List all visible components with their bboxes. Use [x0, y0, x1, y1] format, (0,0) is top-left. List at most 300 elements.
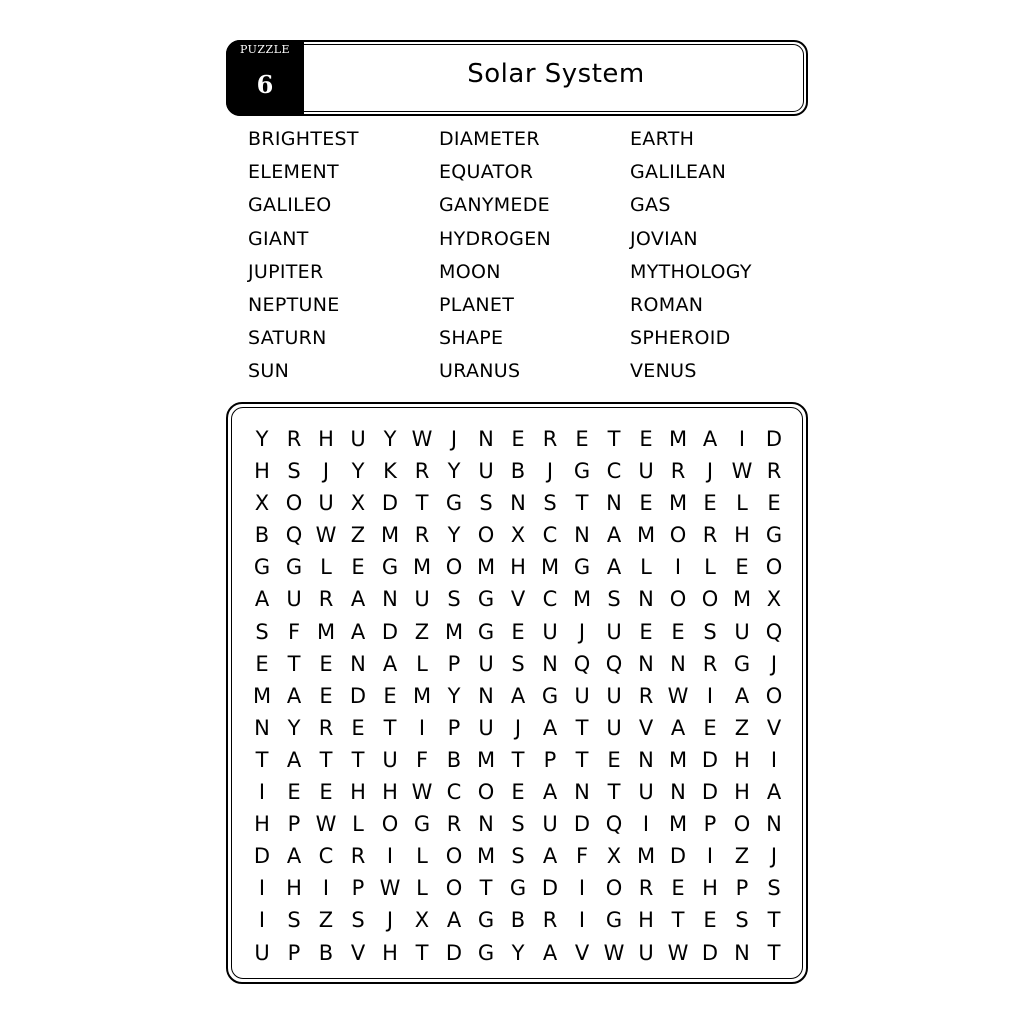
grid-letter-cell[interactable]: X — [766, 587, 782, 612]
grid-letter-cell[interactable]: N — [542, 651, 558, 676]
grid-letter-cell[interactable]: Q — [605, 651, 623, 676]
grid-letter-cell[interactable]: I — [418, 715, 426, 740]
grid-letter-cell[interactable]: L — [352, 812, 364, 837]
grid-letter-cell[interactable]: O — [701, 587, 719, 612]
grid-letter-cell[interactable]: T — [319, 747, 333, 772]
grid-letter-cell[interactable]: V — [510, 587, 526, 612]
grid-letter-cell[interactable]: T — [607, 427, 621, 451]
grid-letter-cell[interactable]: D — [669, 844, 687, 869]
grid-letter-cell[interactable]: V — [350, 940, 366, 965]
grid-letter-cell[interactable]: S — [287, 908, 301, 933]
grid-letter-cell[interactable]: M — [316, 619, 336, 644]
grid-letter-cell[interactable]: T — [767, 908, 781, 933]
grid-letter-cell[interactable]: A — [606, 523, 622, 548]
grid-letter-cell[interactable]: U — [478, 715, 494, 740]
grid-letter-cell[interactable]: K — [383, 459, 397, 484]
grid-letter-cell[interactable]: J — [546, 459, 554, 484]
letter-grid[interactable] — [246, 423, 790, 969]
word-list-item: JUPITER — [248, 260, 324, 283]
grid-letter-cell[interactable]: V — [638, 715, 654, 740]
grid-letter-cell[interactable]: H — [734, 523, 750, 548]
grid-letter-cell[interactable]: G — [509, 876, 527, 901]
grid-letter-cell[interactable]: I — [706, 844, 714, 869]
grid-letter-cell[interactable]: J — [386, 908, 394, 933]
word-list-item: GALILEO — [248, 194, 332, 217]
grid-letter-cell[interactable]: U — [478, 459, 494, 484]
grid-letter-cell[interactable]: N — [510, 491, 526, 516]
grid-letter-cell[interactable]: N — [574, 780, 590, 805]
grid-letter-cell[interactable]: L — [416, 844, 428, 869]
grid-letter-cell[interactable]: E — [319, 780, 333, 805]
word-list-item: ELEMENT — [248, 161, 339, 184]
grid-letter-cell[interactable]: H — [318, 427, 334, 451]
grid-letter-cell[interactable]: H — [734, 747, 750, 772]
grid-letter-cell[interactable]: T — [575, 747, 589, 772]
grid-letter-cell[interactable]: E — [575, 427, 589, 451]
grid-letter-cell[interactable]: I — [706, 683, 714, 708]
grid-letter-cell[interactable]: R — [542, 427, 558, 451]
grid-letter-cell[interactable]: Z — [350, 523, 366, 548]
grid-letter-cell[interactable]: S — [351, 908, 365, 933]
grid-letter-cell[interactable]: C — [542, 587, 558, 612]
grid-letter-cell[interactable]: E — [351, 715, 365, 740]
grid-letter-cell[interactable]: S — [287, 459, 301, 484]
grid-letter-cell[interactable]: U — [286, 587, 302, 612]
grid-letter-cell[interactable]: R — [766, 459, 782, 484]
grid-letter-cell[interactable]: T — [351, 747, 365, 772]
word-list-item: JOVIAN — [630, 227, 698, 250]
grid-letter-cell[interactable]: S — [511, 812, 525, 837]
word-list-item: SPHEROID — [630, 327, 731, 350]
puzzle-number-tab — [226, 40, 304, 116]
grid-letter-cell[interactable]: I — [258, 876, 266, 901]
grid-letter-cell[interactable]: O — [765, 683, 783, 708]
grid-letter-cell[interactable]: C — [606, 459, 622, 484]
grid-letter-cell[interactable]: H — [702, 876, 718, 901]
grid-letter-cell[interactable]: U — [606, 619, 622, 644]
grid-letter-cell[interactable]: U — [318, 491, 334, 516]
grid-letter-cell[interactable]: N — [638, 587, 654, 612]
grid-letter-cell[interactable]: T — [479, 876, 493, 901]
grid-letter-cell[interactable]: R — [638, 683, 654, 708]
grid-letter-cell[interactable]: D — [381, 619, 399, 644]
grid-letter-cell[interactable]: A — [286, 747, 302, 772]
grid-letter-cell[interactable]: U — [734, 619, 750, 644]
grid-letter-cell[interactable]: B — [254, 523, 270, 548]
grid-letter-cell[interactable]: D — [349, 683, 367, 708]
grid-letter-cell[interactable]: H — [638, 908, 654, 933]
grid-letter-cell[interactable]: T — [511, 747, 525, 772]
grid-letter-cell[interactable]: E — [703, 715, 717, 740]
grid-letter-cell[interactable]: I — [578, 876, 586, 901]
grid-letter-cell[interactable]: U — [478, 651, 494, 676]
grid-letter-cell[interactable]: M — [668, 491, 688, 516]
grid-letter-cell[interactable]: O — [669, 523, 687, 548]
grid-letter-cell[interactable]: H — [382, 780, 398, 805]
grid-letter-cell[interactable]: P — [287, 940, 301, 965]
grid-letter-cell[interactable]: D — [253, 844, 271, 869]
grid-letter-cell[interactable]: N — [478, 683, 494, 708]
grid-letter-cell[interactable]: U — [350, 427, 366, 451]
grid-letter-cell[interactable]: W — [603, 940, 625, 965]
grid-letter-cell[interactable]: H — [254, 812, 270, 837]
word-list-item: MYTHOLOGY — [630, 260, 752, 283]
grid-letter-cell[interactable]: O — [381, 812, 399, 837]
grid-letter-cell[interactable]: L — [640, 555, 652, 580]
grid-letter-cell[interactable]: V — [766, 715, 782, 740]
grid-letter-cell[interactable]: I — [770, 747, 778, 772]
grid-letter-cell[interactable]: A — [542, 780, 558, 805]
grid-letter-cell[interactable]: U — [638, 780, 654, 805]
grid-letter-cell[interactable]: B — [446, 747, 462, 772]
grid-letter-cell[interactable]: R — [414, 523, 430, 548]
grid-letter-cell[interactable]: L — [704, 555, 716, 580]
grid-letter-cell[interactable]: A — [446, 908, 462, 933]
grid-letter-cell[interactable]: M — [636, 523, 656, 548]
grid-letter-cell[interactable]: N — [254, 715, 270, 740]
grid-letter-cell[interactable]: B — [510, 459, 526, 484]
grid-letter-cell[interactable]: C — [318, 844, 334, 869]
grid-letter-cell[interactable]: G — [573, 459, 591, 484]
grid-letter-cell[interactable]: X — [606, 844, 622, 869]
grid-letter-cell[interactable]: Y — [351, 459, 365, 484]
grid-letter-cell[interactable]: U — [254, 940, 270, 965]
grid-letter-cell[interactable]: W — [315, 523, 337, 548]
grid-letter-cell[interactable]: A — [542, 715, 558, 740]
grid-letter-cell[interactable]: Q — [605, 812, 623, 837]
grid-letter-cell[interactable]: E — [703, 491, 717, 516]
grid-letter-cell[interactable]: O — [445, 844, 463, 869]
grid-letter-cell[interactable]: M — [668, 812, 688, 837]
grid-letter-cell[interactable]: C — [542, 523, 558, 548]
grid-letter-cell[interactable]: M — [572, 587, 592, 612]
grid-letter-cell[interactable]: U — [574, 683, 590, 708]
grid-letter-cell[interactable]: G — [413, 812, 431, 837]
grid-letter-cell[interactable]: E — [319, 683, 333, 708]
grid-letter-cell[interactable]: G — [381, 555, 399, 580]
grid-letter-cell[interactable]: J — [770, 651, 778, 676]
grid-letter-cell[interactable]: Q — [285, 523, 303, 548]
grid-letter-cell[interactable]: J — [706, 459, 714, 484]
grid-letter-cell[interactable]: N — [670, 651, 686, 676]
grid-letter-cell[interactable]: M — [540, 555, 560, 580]
grid-letter-cell[interactable]: T — [607, 780, 621, 805]
grid-letter-cell[interactable]: F — [415, 747, 429, 772]
grid-letter-cell[interactable]: A — [382, 651, 398, 676]
grid-letter-cell[interactable]: J — [770, 844, 778, 869]
grid-letter-cell[interactable]: H — [254, 459, 270, 484]
grid-letter-cell[interactable]: S — [767, 876, 781, 901]
grid-letter-cell[interactable]: Z — [318, 908, 334, 933]
grid-letter-cell[interactable]: H — [350, 780, 366, 805]
grid-letter-cell[interactable]: R — [318, 715, 334, 740]
grid-letter-cell[interactable]: D — [701, 747, 719, 772]
grid-letter-cell[interactable]: Q — [573, 651, 591, 676]
grid-letter-cell[interactable]: E — [511, 427, 525, 451]
grid-letter-cell[interactable]: A — [670, 715, 686, 740]
grid-letter-cell[interactable]: P — [543, 747, 557, 772]
grid-letter-cell[interactable]: T — [671, 908, 685, 933]
grid-letter-cell[interactable]: I — [738, 427, 746, 451]
grid-letter-cell[interactable]: G — [285, 555, 303, 580]
grid-letter-cell[interactable]: O — [477, 523, 495, 548]
grid-letter-cell[interactable]: F — [287, 619, 301, 644]
grid-letter-cell[interactable]: P — [447, 651, 461, 676]
grid-letter-cell[interactable]: G — [605, 908, 623, 933]
grid-letter-cell[interactable]: O — [445, 555, 463, 580]
grid-letter-cell[interactable]: Z — [734, 844, 750, 869]
grid-letter-cell[interactable]: B — [510, 908, 526, 933]
grid-letter-cell[interactable]: W — [667, 940, 689, 965]
grid-letter-cell[interactable]: R — [414, 459, 430, 484]
grid-letter-cell[interactable]: J — [514, 715, 522, 740]
grid-letter-cell[interactable]: B — [318, 940, 334, 965]
grid-letter-cell[interactable]: N — [350, 651, 366, 676]
grid-letter-cell[interactable]: Y — [383, 427, 397, 451]
grid-letter-cell[interactable]: I — [258, 780, 266, 805]
grid-letter-cell[interactable]: E — [735, 555, 749, 580]
grid-letter-cell[interactable]: N — [638, 651, 654, 676]
grid-letter-cell[interactable]: H — [510, 555, 526, 580]
grid-letter-cell[interactable]: M — [476, 844, 496, 869]
grid-letter-cell[interactable]: S — [703, 619, 717, 644]
grid-letter-cell[interactable]: U — [606, 683, 622, 708]
grid-letter-cell[interactable]: X — [350, 491, 366, 516]
grid-letter-cell[interactable]: D — [573, 812, 591, 837]
grid-letter-cell[interactable]: R — [702, 523, 718, 548]
grid-letter-cell[interactable]: Y — [447, 683, 461, 708]
grid-letter-cell[interactable]: R — [318, 587, 334, 612]
grid-letter-cell[interactable]: G — [765, 523, 783, 548]
grid-letter-cell[interactable]: U — [382, 747, 398, 772]
grid-letter-cell[interactable]: N — [606, 491, 622, 516]
grid-letter-cell[interactable]: S — [607, 587, 621, 612]
grid-letter-cell[interactable]: W — [667, 683, 689, 708]
grid-letter-cell[interactable]: O — [669, 587, 687, 612]
grid-letter-cell[interactable]: A — [350, 619, 366, 644]
grid-letter-cell[interactable]: T — [415, 491, 429, 516]
grid-letter-cell[interactable]: M — [732, 587, 752, 612]
grid-letter-cell[interactable]: U — [638, 459, 654, 484]
grid-letter-cell[interactable]: M — [444, 619, 464, 644]
grid-letter-cell[interactable]: E — [319, 651, 333, 676]
grid-letter-cell[interactable]: S — [479, 491, 493, 516]
grid-letter-cell[interactable]: S — [447, 587, 461, 612]
grid-letter-cell[interactable]: R — [350, 844, 366, 869]
grid-letter-cell[interactable]: U — [542, 812, 558, 837]
grid-letter-cell[interactable]: Y — [287, 715, 301, 740]
grid-letter-cell[interactable]: H — [734, 780, 750, 805]
grid-letter-cell[interactable]: I — [674, 555, 682, 580]
grid-letter-cell[interactable]: E — [639, 619, 653, 644]
grid-letter-cell[interactable]: M — [668, 427, 688, 451]
word-list-item: VENUS — [630, 360, 697, 383]
grid-letter-cell[interactable]: U — [542, 619, 558, 644]
grid-letter-cell[interactable]: N — [734, 940, 750, 965]
grid-letter-cell[interactable]: E — [639, 427, 653, 451]
grid-letter-cell[interactable]: E — [639, 491, 653, 516]
grid-letter-cell[interactable]: M — [380, 523, 400, 548]
grid-letter-cell[interactable]: Y — [255, 427, 269, 451]
grid-letter-cell[interactable]: W — [315, 812, 337, 837]
grid-letter-cell[interactable]: X — [510, 523, 526, 548]
grid-letter-cell[interactable]: A — [766, 780, 782, 805]
grid-letter-cell[interactable]: U — [606, 715, 622, 740]
grid-letter-cell[interactable]: G — [477, 587, 495, 612]
grid-letter-cell[interactable]: J — [578, 619, 586, 644]
grid-letter-cell[interactable]: D — [541, 876, 559, 901]
grid-letter-cell[interactable]: E — [287, 780, 301, 805]
grid-letter-cell[interactable]: A — [350, 587, 366, 612]
grid-letter-cell[interactable]: G — [477, 908, 495, 933]
grid-letter-cell[interactable]: Y — [511, 940, 525, 965]
grid-letter-cell[interactable]: Z — [734, 715, 750, 740]
grid-letter-cell[interactable]: G — [477, 619, 495, 644]
grid-letter-cell[interactable]: E — [671, 876, 685, 901]
grid-letter-cell[interactable]: H — [286, 876, 302, 901]
word-list-item: GIANT — [248, 227, 309, 250]
grid-letter-cell[interactable]: T — [415, 940, 429, 965]
grid-letter-cell[interactable]: G — [477, 940, 495, 965]
grid-letter-cell[interactable]: G — [541, 683, 559, 708]
grid-letter-cell[interactable]: A — [254, 587, 270, 612]
grid-letter-cell[interactable]: I — [322, 876, 330, 901]
grid-letter-cell[interactable]: Y — [447, 459, 461, 484]
grid-letter-cell[interactable]: E — [671, 619, 685, 644]
grid-letter-cell[interactable]: O — [285, 491, 303, 516]
grid-letter-cell[interactable]: R — [286, 427, 302, 451]
grid-letter-cell[interactable]: A — [542, 844, 558, 869]
grid-letter-cell[interactable]: R — [638, 876, 654, 901]
grid-letter-cell[interactable]: E — [255, 651, 269, 676]
grid-letter-cell[interactable]: G — [573, 555, 591, 580]
grid-letter-cell[interactable]: N — [766, 812, 782, 837]
grid-letter-cell[interactable]: P — [447, 715, 461, 740]
grid-letter-cell[interactable]: N — [478, 427, 494, 451]
grid-letter-cell[interactable]: M — [636, 844, 656, 869]
grid-letter-cell[interactable]: M — [476, 555, 496, 580]
grid-letter-cell[interactable]: N — [382, 587, 398, 612]
grid-letter-cell[interactable]: C — [446, 780, 462, 805]
grid-letter-cell[interactable]: A — [286, 683, 302, 708]
word-list-item: SUN — [248, 360, 290, 383]
grid-letter-cell[interactable]: T — [575, 491, 589, 516]
grid-letter-cell[interactable]: T — [767, 940, 781, 965]
grid-letter-cell[interactable]: W — [731, 459, 753, 484]
grid-letter-cell[interactable]: J — [322, 459, 330, 484]
grid-letter-cell[interactable]: E — [767, 491, 781, 516]
grid-letter-cell[interactable]: L — [416, 651, 428, 676]
grid-letter-cell[interactable]: S — [255, 619, 269, 644]
grid-letter-cell[interactable]: I — [642, 812, 650, 837]
grid-letter-cell[interactable]: F — [575, 844, 589, 869]
grid-letter-cell[interactable]: M — [668, 747, 688, 772]
grid-letter-cell[interactable]: L — [416, 876, 428, 901]
grid-letter-cell[interactable]: N — [478, 812, 494, 837]
grid-letter-cell[interactable]: Z — [414, 619, 430, 644]
grid-letter-cell[interactable]: X — [414, 908, 430, 933]
grid-letter-cell[interactable]: A — [510, 683, 526, 708]
grid-letter-cell[interactable]: E — [383, 683, 397, 708]
grid-letter-cell[interactable]: S — [511, 844, 525, 869]
grid-letter-cell[interactable]: D — [701, 940, 719, 965]
grid-letter-cell[interactable]: T — [575, 715, 589, 740]
grid-letter-cell[interactable]: L — [736, 491, 748, 516]
grid-letter-cell[interactable]: N — [638, 747, 654, 772]
grid-letter-cell[interactable]: W — [411, 780, 433, 805]
grid-letter-cell[interactable]: I — [386, 844, 394, 869]
grid-letter-cell[interactable]: D — [445, 940, 463, 965]
grid-letter-cell[interactable]: G — [733, 651, 751, 676]
grid-letter-cell[interactable]: J — [450, 427, 458, 451]
grid-letter-cell[interactable]: W — [411, 427, 433, 451]
grid-letter-cell[interactable]: V — [574, 940, 590, 965]
grid-letter-cell[interactable]: P — [351, 876, 365, 901]
grid-letter-cell[interactable]: P — [287, 812, 301, 837]
grid-letter-cell[interactable]: U — [414, 587, 430, 612]
grid-letter-cell[interactable]: O — [477, 780, 495, 805]
grid-letter-cell[interactable]: L — [320, 555, 332, 580]
grid-letter-cell[interactable]: D — [381, 491, 399, 516]
grid-letter-cell[interactable]: D — [765, 427, 783, 451]
grid-letter-cell[interactable]: I — [258, 908, 266, 933]
grid-letter-cell[interactable]: M — [412, 555, 432, 580]
grid-letter-cell[interactable]: R — [542, 908, 558, 933]
grid-letter-cell[interactable]: T — [255, 747, 269, 772]
grid-letter-cell[interactable]: S — [511, 651, 525, 676]
grid-letter-cell[interactable]: A — [286, 844, 302, 869]
grid-letter-cell[interactable]: D — [701, 780, 719, 805]
grid-letter-cell[interactable]: R — [702, 651, 718, 676]
grid-letter-cell[interactable]: G — [445, 491, 463, 516]
grid-letter-cell[interactable]: Y — [447, 523, 461, 548]
grid-letter-cell[interactable]: N — [574, 523, 590, 548]
grid-letter-cell[interactable]: E — [607, 747, 621, 772]
grid-letter-cell[interactable]: H — [382, 940, 398, 965]
grid-letter-cell[interactable]: O — [765, 555, 783, 580]
grid-letter-cell[interactable]: R — [446, 812, 462, 837]
grid-letter-cell[interactable]: A — [542, 940, 558, 965]
grid-letter-cell[interactable]: A — [702, 427, 718, 451]
grid-letter-cell[interactable]: P — [703, 812, 717, 837]
grid-letter-cell[interactable]: T — [383, 715, 397, 740]
grid-letter-cell[interactable]: A — [606, 555, 622, 580]
grid-letter-cell[interactable]: T — [287, 651, 301, 676]
grid-letter-cell[interactable]: S — [543, 491, 557, 516]
grid-letter-cell[interactable]: M — [252, 683, 272, 708]
grid-letter-cell[interactable]: I — [578, 908, 586, 933]
grid-letter-cell[interactable]: Q — [765, 619, 783, 644]
grid-letter-cell[interactable]: E — [351, 555, 365, 580]
grid-letter-cell[interactable]: R — [670, 459, 686, 484]
grid-letter-cell[interactable]: A — [734, 683, 750, 708]
grid-letter-cell[interactable]: M — [476, 747, 496, 772]
grid-letter-cell[interactable]: U — [638, 940, 654, 965]
grid-letter-cell[interactable]: O — [733, 812, 751, 837]
grid-letter-cell[interactable]: G — [253, 555, 271, 580]
grid-letter-cell[interactable]: M — [412, 683, 432, 708]
grid-letter-cell[interactable]: N — [670, 780, 686, 805]
grid-letter-cell[interactable]: O — [445, 876, 463, 901]
grid-letter-cell[interactable]: W — [379, 876, 401, 901]
grid-letter-cell[interactable]: O — [605, 876, 623, 901]
grid-letter-cell[interactable]: E — [511, 619, 525, 644]
grid-letter-cell[interactable]: S — [735, 908, 749, 933]
grid-letter-cell[interactable]: X — [254, 491, 270, 516]
grid-letter-cell[interactable]: P — [735, 876, 749, 901]
grid-letter-cell[interactable]: E — [511, 780, 525, 805]
grid-letter-cell[interactable]: E — [703, 908, 717, 933]
